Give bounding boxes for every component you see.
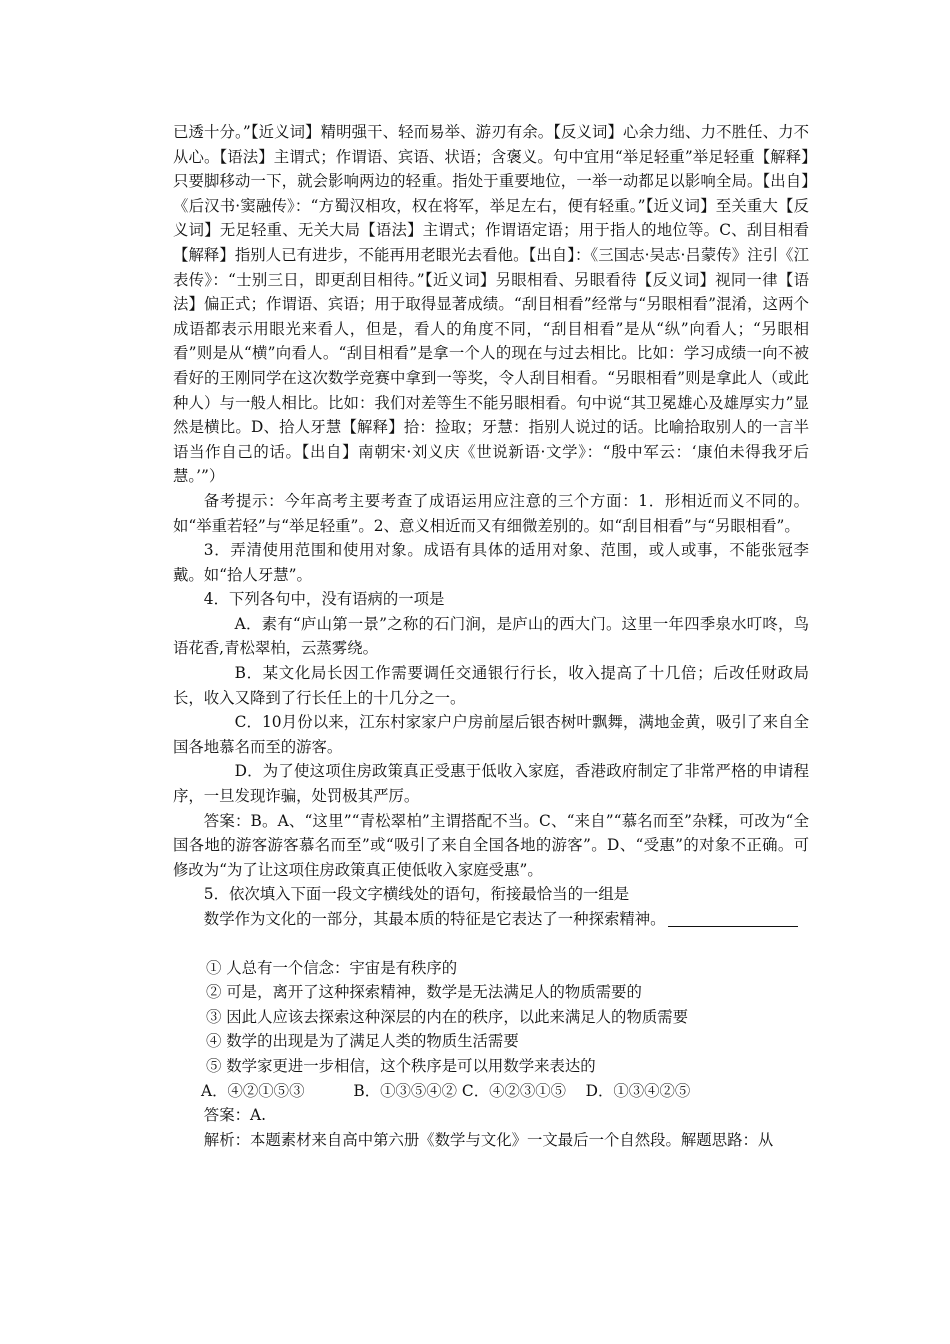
- spacer: [173, 932, 809, 956]
- question-5-passage-text: 数学作为文化的一部分，其最本质的特征是它表达了一种探索精神。: [203, 910, 666, 928]
- question-4-option-d: D．为了使这项住房政策真正受惠于低收入家庭，香港政府制定了非常严格的申请程序，一旦发现诈骗，处罚极其严厉。: [173, 762, 809, 806]
- question-5-item: ⑤ 数学家更进一步相信，这个秩序是可以用数学来表达的: [206, 1056, 596, 1075]
- question-5-stem: 5．依次填入下面一段文字横线处的语句，衔接最恰当的一组是: [203, 885, 630, 904]
- question-5-item: ③ 因此人应该去探索这种深层的内在的秩序，以此来满足人的物质需要: [206, 1007, 689, 1026]
- question-5-analysis: 解析：本题素材来自高中第六册《数学与文化》一文最后一个自然段。解题思路：从: [203, 1130, 774, 1149]
- question-4-option-c: C．10月份以来，江东村家家户户房前屋后银杏树叶飘舞，满地金黄，吸引了来自全国各地慕名而至的游客。: [173, 713, 809, 756]
- question-5-passage: [173, 907, 809, 932]
- question-5-item: ② 可是，离开了这种探索精神，数学是无法满足人的物质需要的: [206, 983, 642, 1002]
- question-5-choices: A．④②①⑤③ B．①③⑤④② C．④②③①⑤ D．①③④②⑤: [201, 1081, 691, 1100]
- question-4-option-b: B．某文化局长因工作需要调任交通银行行长，收入提高了十几倍；后改任财政局长，收入又降到了行长任上的十几分之一。: [173, 664, 809, 707]
- question-4-answer: 答案：B。A、“这里”“青松翠柏”主谓搭配不当。C、“来自”“慕名而至”杂糅，可改为“全国各地的游客游客慕名而至”或“吸引了来自全国各地的游客”。D、“受惠”的对象不正确。可修改为“为了让这项住房政策真正使低收入家庭受惠”。: [173, 811, 809, 879]
- question-4-stem: 4．下列各句中，没有语病的一项是: [203, 590, 445, 609]
- fill-in-blank-line: [668, 911, 798, 927]
- document-body: [173, 120, 809, 1152]
- paragraph-exam-tip: 备考提示：今年高考主要考查了成语运用应注意的三个方面：1．形相近而义不同的。如“举重若轻”与“举足轻重”。2、意义相近而又有细微差别的。如“刮目相看”与“另眼相看”。: [173, 491, 809, 535]
- paragraph-idiom-explanation: 已透十分。”【近义词】精明强干、轻而易举、游刃有余。【反义词】心余力绌、力不胜任、力不从心。【语法】主谓式；作谓语、宾语、状语；含褒义。句中宜用“举足轻重”举足轻重【解释】只要脚移动一下，就会影响两边的轻重。指处于重要地位，一举一动都足以影响全局。【出自】《后汉书·窦融传》：“方蜀汉相攻，权在将军，举足左右，便有轻重。”【近义词】至关重大【反义词】无足轻重、无关大局【语法】主谓式；作谓语定语；用于指人的地位等。C、刮目相看【解释】指别人已有进步，不能再用老眼光去看他。【出自】：《三国志·吴志·吕蒙传》注引《江表传》：“士别三日，即更刮目相待。”【近义词】另眼相看、另眼看待【反义词】视同一律【语法】偏正式；作谓语、宾语；用于取得显著成绩。“刮目相看”经常与“另眼相看”混淆，这两个成语都表示用眼光来看人，但是，看人的角度不同，“刮目相看”是从“纵”向看人；“另眼相看”则是从“横”向看人。“刮目相看”是拿一个人的现在与过去相比。比如：学习成绩一向不被看好的王刚同学在这次数学竞赛中拿到一等奖，令人刮目相看。“另眼相看”则是拿此人（或此种人）与一般人相比。比如：我们对差等生不能另眼相看。句中说“其卫冕雄心及雄厚实力”显然是横比。D、拾人牙慧【解释】拾：捡取；牙慧：指别人说过的话。比喻拾取别人的一言半语当作自己的话。【出自】南朝宋·刘义庆《世说新语·文学》：“殷中军云：‘康伯未得我牙后慧。’”）: [173, 123, 809, 486]
- question-5-answer: 答案：A.: [203, 1106, 266, 1125]
- question-5-item: ① 人总有一个信念：宇宙是有秩序的: [206, 958, 458, 977]
- paragraph-tip-3: 3．弄清使用范围和使用对象。成语有具体的适用对象、范围，或人或事，不能张冠李戴。如“拾人牙慧”。: [173, 541, 809, 584]
- question-4-option-a: A．素有“庐山第一景”之称的石门涧，是庐山的西大门。这里一年四季泉水叮咚，鸟语花香,青松翠柏，云蒸雾绕。: [173, 614, 809, 658]
- question-5-item: ④ 数学的出现是为了满足人类的物质生活需要: [206, 1032, 519, 1051]
